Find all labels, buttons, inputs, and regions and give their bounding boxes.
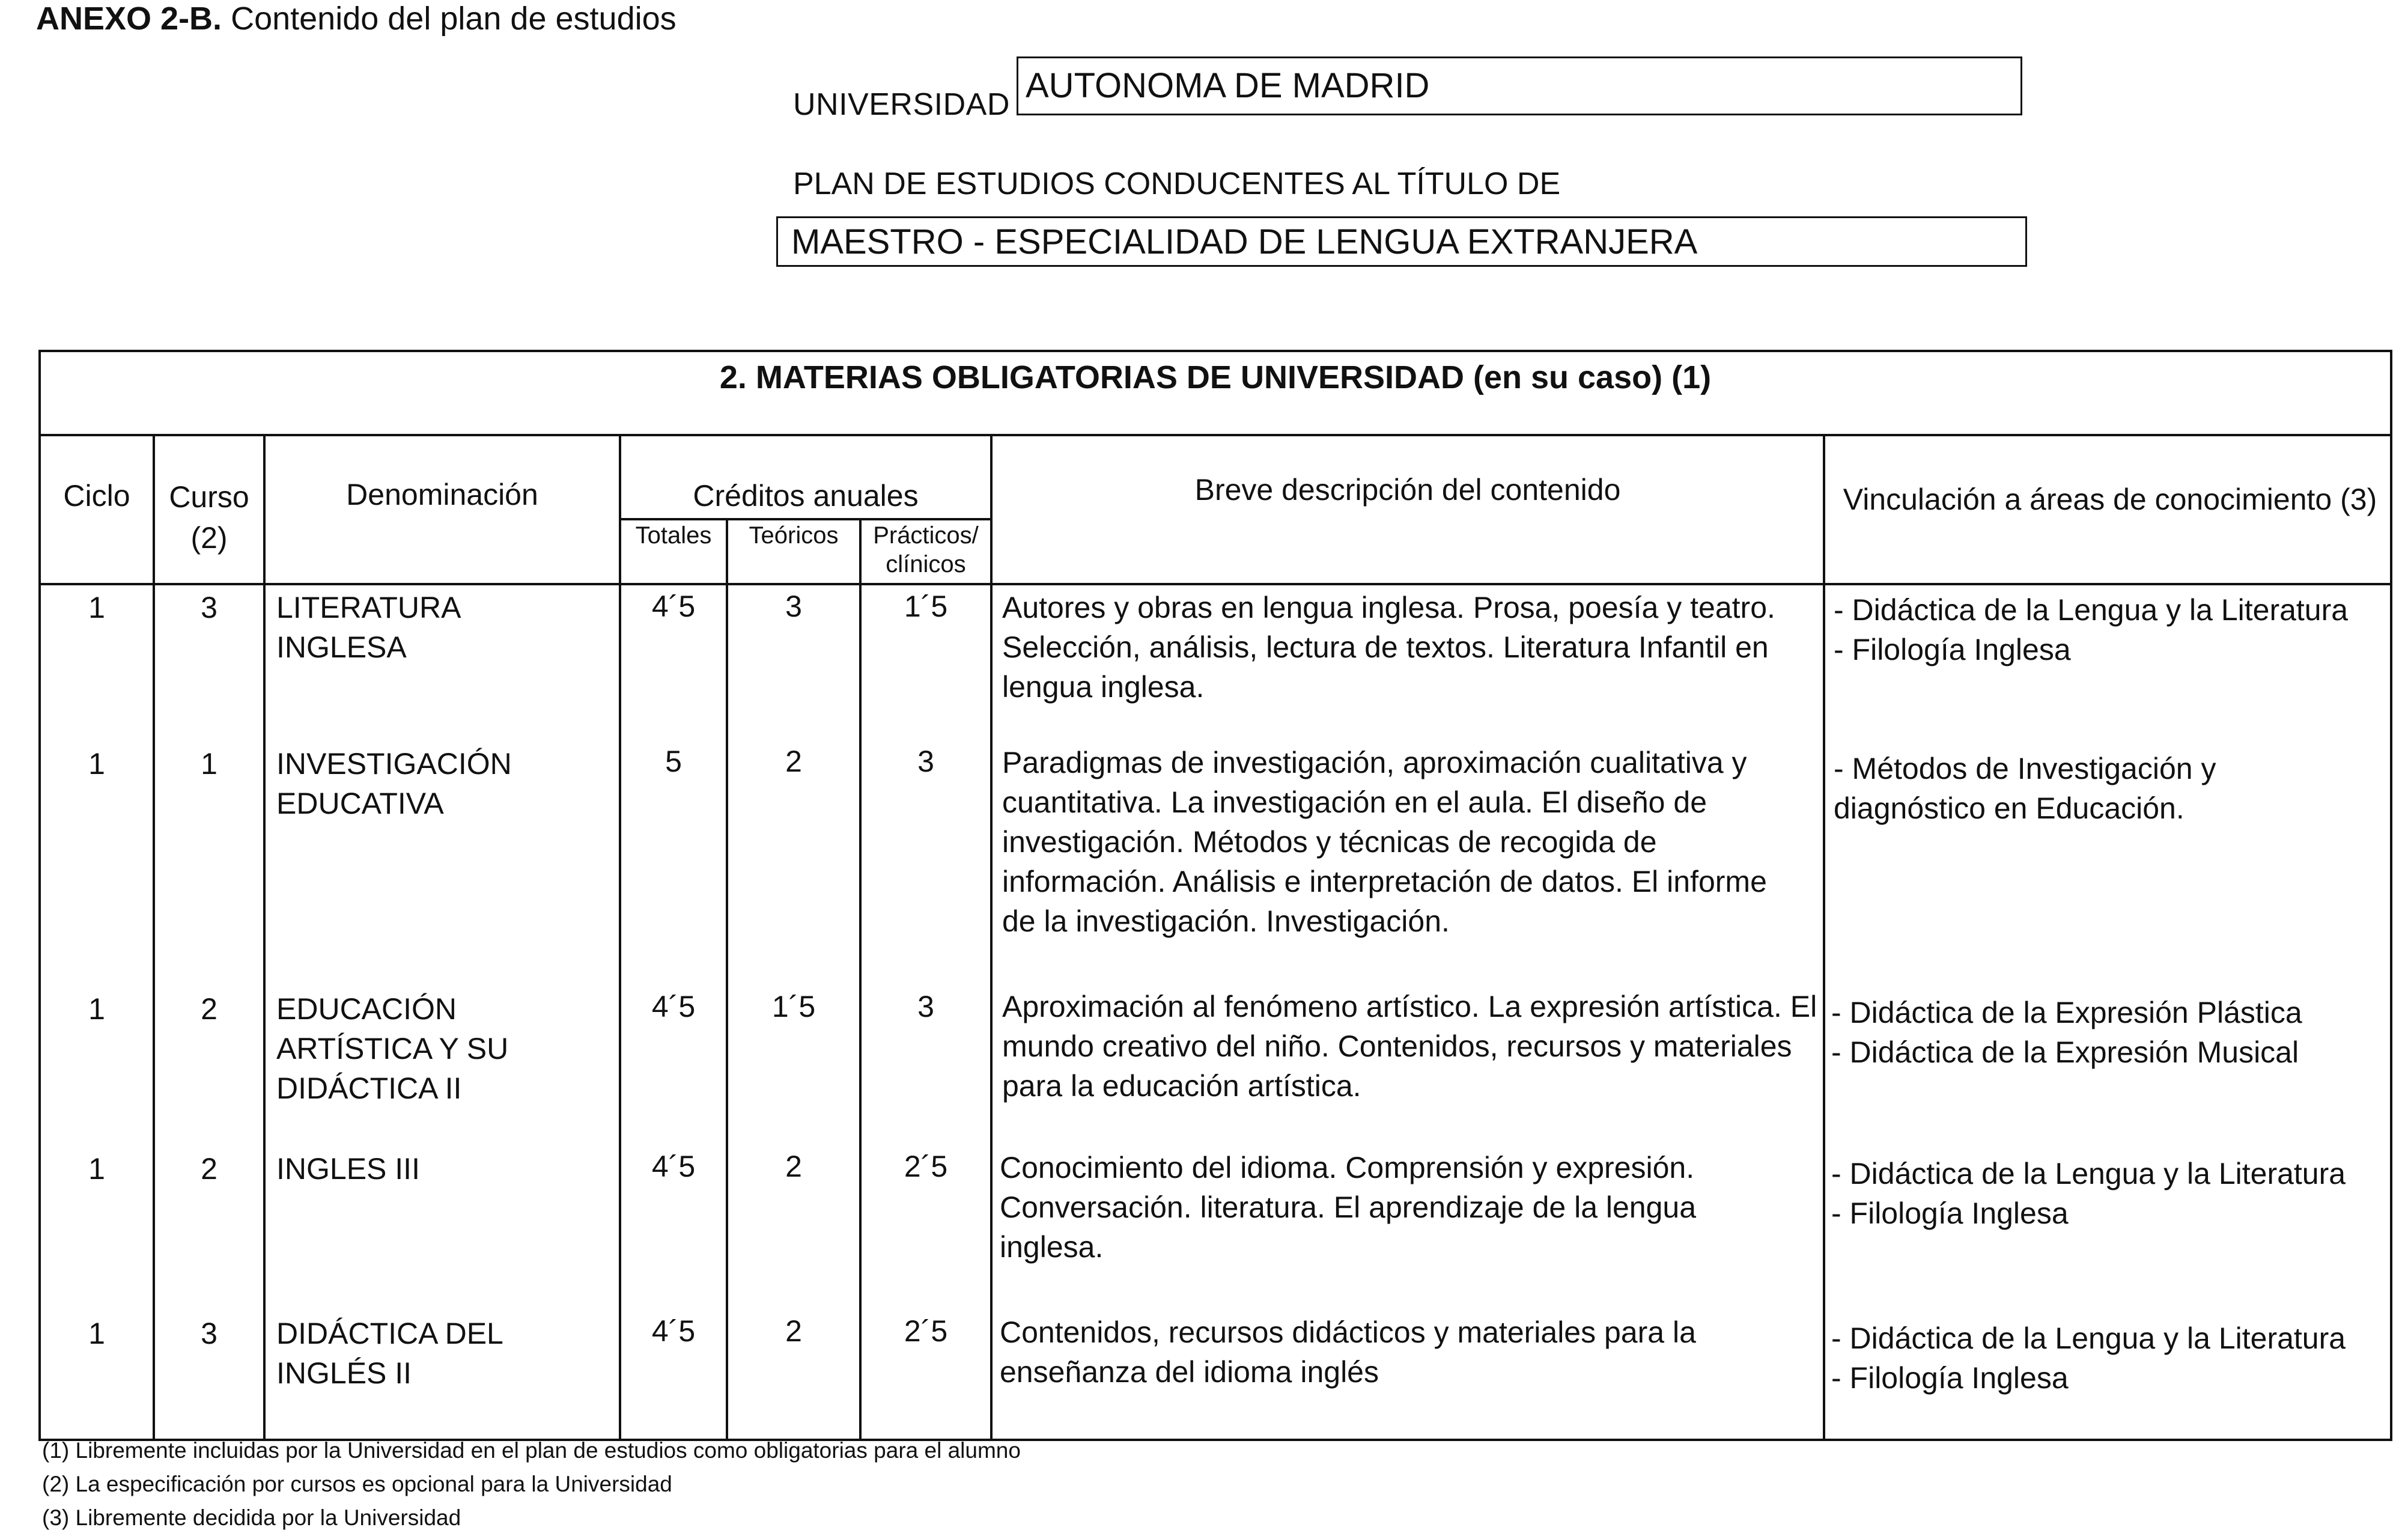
row-5-totales: 4´5 bbox=[651, 1314, 696, 1348]
annex-label: ANEXO 2-B. bbox=[36, 1, 222, 37]
header-practicos-line1: Prácticos/ bbox=[873, 522, 979, 549]
row-5-curso: 3 bbox=[201, 1317, 217, 1350]
row-4-practicos: 2´5 bbox=[904, 1150, 948, 1183]
annex-title: Contenido del plan de estudios bbox=[231, 1, 676, 37]
subjects-table bbox=[38, 350, 2392, 1441]
footnotes bbox=[42, 1434, 1021, 1535]
header-vinculacion: Vinculación a áreas de conocimiento (3) bbox=[1843, 483, 2377, 516]
row-1-denominacion: LITERATURA INGLESA bbox=[276, 591, 460, 664]
header-curso: Curso bbox=[169, 480, 249, 514]
row-5-practicos: 2´5 bbox=[904, 1314, 948, 1348]
row-3-area-1: - Didáctica de la Expresión Plástica bbox=[1831, 996, 2302, 1029]
row-3-denominacion: EDUCACIÓN ARTÍSTICA Y SU DIDÁCTICA II bbox=[276, 992, 509, 1105]
divider bbox=[153, 436, 155, 1441]
row-4-ciclo: 1 bbox=[88, 1152, 105, 1186]
header-creditos: Créditos anuales bbox=[693, 479, 919, 513]
row-3-descripcion: Aproximación al fenómeno artístico. La expresión artística. El mundo creativo del niño. Contenidos, recursos y materiales para la educación artística. bbox=[1002, 990, 1817, 1103]
degree-title-box: MAESTRO - ESPECIALIDAD DE LENGUA EXTRANJERA bbox=[776, 216, 2027, 267]
row-1-area-1: - Didáctica de la Lengua y la Literatura bbox=[1834, 593, 2349, 627]
university-label: UNIVERSIDAD bbox=[793, 87, 1010, 122]
footnote-1: (1) Libremente incluidas por la Universidad en el plan de estudios como obligatorias para el alumno bbox=[42, 1438, 1021, 1463]
divider bbox=[1823, 436, 1825, 1441]
row-5-area-2: - Filología Inglesa bbox=[1831, 1361, 2069, 1395]
row-1-descripcion: Autores y obras en lengua inglesa. Prosa, poesía y teatro. Selección, análisis, lectura de textos. Literatura Infantil en lengua inglesa. bbox=[1002, 591, 1775, 704]
row-2-area-1: - Métodos de Investigación y diagnóstico en Educación. bbox=[1834, 752, 2216, 825]
row-4-denominacion: INGLES III bbox=[276, 1152, 420, 1186]
header-curso-note: (2) bbox=[190, 521, 228, 555]
row-3-area-2: - Didáctica de la Expresión Musical bbox=[1831, 1035, 2299, 1069]
divider bbox=[990, 436, 993, 1441]
row-3-practicos: 3 bbox=[917, 990, 934, 1023]
row-3-curso: 2 bbox=[201, 992, 217, 1026]
university-value-box: AUTONOMA DE MADRID bbox=[1017, 56, 2022, 115]
footnote-3: (3) Libremente decidida por la Universidad bbox=[42, 1505, 461, 1530]
header-totales: Totales bbox=[635, 522, 712, 549]
row-1-curso: 3 bbox=[201, 591, 217, 624]
row-1-totales: 4´5 bbox=[651, 590, 696, 623]
divider bbox=[619, 518, 993, 520]
row-4-descripcion: Conocimiento del idioma. Comprensión y expresión. Conversación. literatura. El aprendizaje de la lengua inglesa. bbox=[1000, 1151, 1697, 1264]
header-denominacion: Denominación bbox=[346, 478, 538, 511]
row-2-totales: 5 bbox=[665, 745, 682, 778]
divider bbox=[859, 520, 862, 1441]
row-4-totales: 4´5 bbox=[651, 1150, 696, 1183]
row-5-descripcion: Contenidos, recursos didácticos y materiales para la enseñanza del idioma inglés bbox=[1000, 1315, 1696, 1389]
header-ciclo: Ciclo bbox=[63, 479, 130, 513]
section-title: 2. MATERIAS OBLIGATORIAS DE UNIVERSIDAD (en su caso) (1) bbox=[41, 352, 2390, 436]
row-1-area-2: - Filología Inglesa bbox=[1834, 633, 2071, 666]
row-4-teoricos: 2 bbox=[785, 1150, 802, 1183]
row-1-teoricos: 3 bbox=[785, 590, 802, 623]
header-practicos-line2: clínicos bbox=[886, 551, 966, 578]
row-2-curso: 1 bbox=[201, 747, 217, 781]
row-3-ciclo: 1 bbox=[88, 992, 105, 1026]
row-1-practicos: 1´5 bbox=[904, 590, 948, 623]
annex-heading bbox=[36, 1, 676, 36]
row-4-curso: 2 bbox=[201, 1152, 217, 1186]
row-2-denominacion: INVESTIGACIÓN EDUCATIVA bbox=[276, 747, 512, 820]
row-5-teoricos: 2 bbox=[785, 1314, 802, 1348]
row-5-ciclo: 1 bbox=[88, 1317, 105, 1350]
row-2-ciclo: 1 bbox=[88, 747, 105, 781]
row-4-area-1: - Didáctica de la Lengua y la Literatura bbox=[1831, 1157, 2346, 1190]
row-5-area-1: - Didáctica de la Lengua y la Literatura bbox=[1831, 1321, 2346, 1355]
divider bbox=[263, 436, 266, 1441]
row-2-teoricos: 2 bbox=[785, 745, 802, 778]
header-teoricos: Teóricos bbox=[749, 522, 839, 549]
row-3-totales: 4´5 bbox=[651, 990, 696, 1023]
plan-label: PLAN DE ESTUDIOS CONDUCENTES AL TÍTULO DE bbox=[793, 166, 1561, 201]
row-4-area-2: - Filología Inglesa bbox=[1831, 1196, 2069, 1230]
row-5-denominacion: DIDÁCTICA DEL INGLÉS II bbox=[276, 1317, 503, 1390]
row-2-practicos: 3 bbox=[917, 745, 934, 778]
divider bbox=[41, 583, 2390, 585]
row-2-descripcion: Paradigmas de investigación, aproximación cualitativa y cuantitativa. La investigación en el aula. El diseño de investigación. Métodos y técnicas de recogida de información. Análisis e interpretación de datos. El informe de la investigación. Investigación. bbox=[1002, 746, 1767, 938]
row-3-teoricos: 1´5 bbox=[771, 990, 816, 1023]
row-1-ciclo: 1 bbox=[88, 591, 105, 624]
footnote-2: (2) La especificación por cursos es opcional para la Universidad bbox=[42, 1472, 672, 1496]
divider bbox=[726, 520, 728, 1441]
header-descripcion: Breve descripción del contenido bbox=[1194, 473, 1621, 507]
